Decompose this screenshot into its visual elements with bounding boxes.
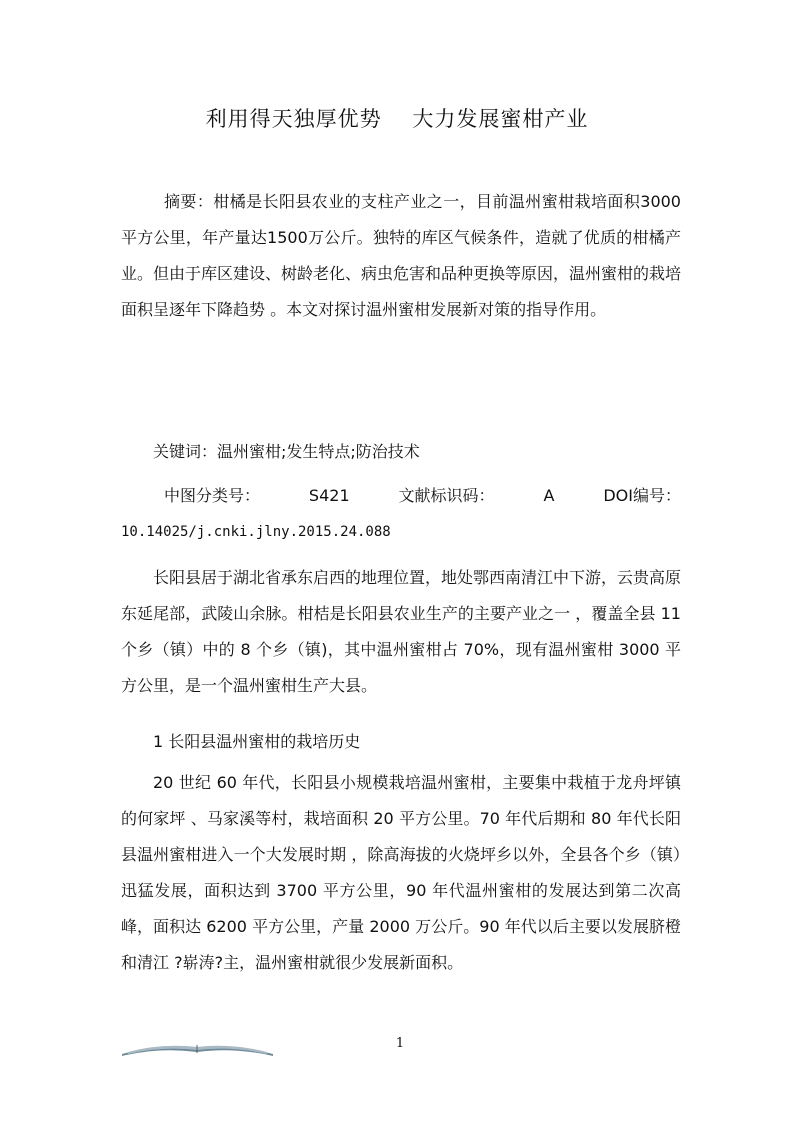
- document-title: 利用得天独厚优势 大力发展蜜柑产业: [205, 107, 589, 131]
- clc-label: 中图分类号：: [164, 486, 261, 505]
- clc-value: S421: [308, 486, 350, 505]
- keywords-line: 关键词：温州蜜柑;发生特点;防治技术: [153, 442, 420, 461]
- doc-code-value: A: [543, 486, 555, 505]
- body-paragraph: 长阳县居于湖北省承东启西的地理位置，地处鄂西南清江中下游，云贵高原东延尾部，武陵山余脉。柑桔是长阳县农业生产的主要产业之一 ，覆盖全县 11 个乡（镇）中的 8 个乡（镇)，其中温州蜜柑占 70%，现有温州蜜柑 3000 平方公里，是一个温州蜜柑生产大县。: [121, 568, 682, 695]
- classification-block: [121, 478, 681, 550]
- abstract-paragraph: 摘要：柑橘是长阳县农业的支柱产业之一，目前温州蜜柑栽培面积3000平方公里，年产量达1500万公斤。独特的库区气候条件，造就了优质的柑橘产业。但由于库区建设、树龄老化、病虫危害和品种更换等原因，温州蜜柑的栽培面积呈逐年下降趋势 。本文对探讨温州蜜柑发展新对策的指导作用。: [121, 192, 682, 319]
- doc-code-label: 文献标识码：: [398, 486, 495, 505]
- doi-value: 10.14025/j.cnki.jlny.2015.24.088: [121, 524, 391, 540]
- body-paragraph: 20 世纪 60 年代，长阳县小规模栽培温州蜜柑，主要集中栽植于龙舟坪镇的何家坪 、马家溪等村，栽培面积 20 平方公里。70 年代后期和 80 年代长阳县温州蜜柑进入一个大发展时期 ，除高海拔的火烧坪乡以外，全县各个乡（镇）迅猛发展，面积达到 3700 平方公里，90 年代温州蜜柑的发展达到第二次高峰，面积达 6200 平方公里，产量 2000 万公斤。90 年代以后主要以发展脐橙和清江 ?崭涛?主，温州蜜柑就很少发展新面积。: [121, 773, 681, 972]
- open-book-icon: [120, 1040, 275, 1058]
- doi-label: DOI编号：: [603, 486, 681, 505]
- page-number: 1: [395, 1036, 405, 1051]
- classification-line: [121, 478, 681, 514]
- section-heading: 1 长阳县温州蜜柑的栽培历史: [153, 732, 361, 751]
